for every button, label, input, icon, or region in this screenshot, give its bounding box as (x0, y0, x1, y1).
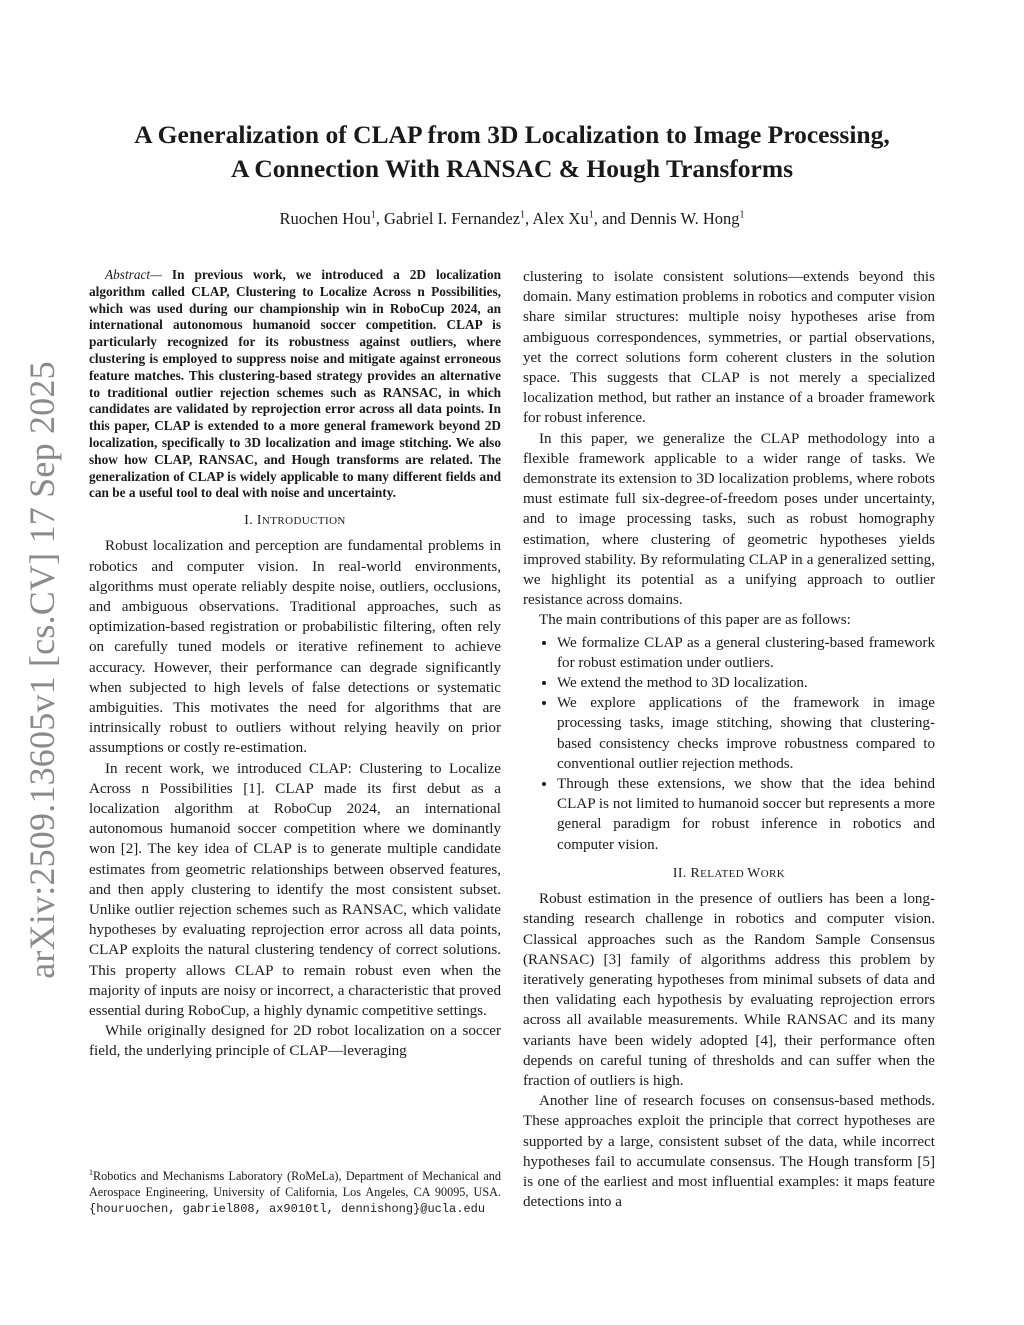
contributions-list (523, 633, 935, 855)
section-title-initial: W (747, 864, 761, 880)
paragraph: clustering to isolate consistent solutions—extends beyond this domain. Many estimation problems in robotics and computer vision share similar structures: multiple noisy hypotheses arise from ambiguous correspondences, symmetries, or partial observations, yet the correct solutions form coherent clusters in the solution space. This suggests that CLAP is not merely a specialized localization method, but rather an instance of a broader framework for robust inference. (523, 269, 935, 427)
paragraph: The main contributions of this paper are as follows: (539, 612, 851, 629)
right-column (523, 267, 935, 1212)
section-number: II. (672, 864, 691, 880)
paragraph: While originally designed for 2D robot localization on a soccer field, the underlying principle of CLAP—leveraging (89, 1023, 501, 1060)
section-title-rest: ELATED (700, 867, 748, 880)
arxiv-identifier (20, 361, 64, 979)
author-1: Ruochen Hou (279, 209, 371, 228)
author-3: Alex Xu (532, 209, 589, 228)
section-heading-related-work (523, 863, 935, 884)
left-column (89, 267, 501, 1062)
author-separator: , (525, 209, 530, 228)
affiliation-mark: 1 (739, 209, 745, 221)
author-2: Gabriel I. Fernandez (383, 209, 521, 228)
section-heading-introduction (89, 510, 501, 531)
author-4: Dennis W. Hong (629, 209, 740, 228)
list-item: • We formalize CLAP as a general clustering-based framework for robust estimation under outliers. (557, 633, 935, 673)
title-line-2: A Connection With RANSAC & Hough Transforms (230, 154, 794, 183)
affiliation-footnote (89, 1165, 501, 1217)
list-item: • We extend the method to 3D localization. (557, 673, 935, 693)
title-line-1: A Generalization of CLAP from 3D Localization to Image Processing, (134, 120, 890, 149)
arxiv-id-text: arXiv:2509.13605v1 [cs.CV] 17 Sep 2025 (22, 361, 62, 979)
footnote-emails: {houruochen, gabriel808, ax9010tl, dennishong}@ucla.edu (89, 1201, 486, 1216)
abstract-label: Abstract (105, 267, 151, 282)
affiliation-mark: 1 (588, 209, 594, 221)
footnote-mark: 1 (89, 1168, 93, 1177)
list-item: • We explore applications of the framework in image processing tasks, image stitching, showing that clustering-based consistency checks improve robustness compared to conventional outlier rejection methods. (557, 693, 935, 774)
paper-title (60, 118, 964, 186)
affiliation-mark: 1 (520, 209, 526, 221)
abstract-dash: — (150, 267, 172, 282)
paragraph: In recent work, we introduced CLAP: Clustering to Localize Across n Possibilities [1]. CLAP made its first debut as a localization algorithm at RoboCup 2024, an international autonomous humanoid soccer competition where we dominantly won [2]. The key idea of CLAP is to generate multiple candidate estimates from geometric relationships between observed features, and then apply clustering to identify the most consistent subset. Unlike outlier rejection schemes such as RANSAC, which validate hypotheses by evaluating reprojection error across all data points, CLAP exploits the natural clustering tendency of correct solutions. This property allows CLAP to remain robust even when the majority of inputs are noisy or incorrect, a characteristic that proved essential during RoboCup, a highly dynamic competitive settings. (89, 760, 501, 1020)
paragraph: Robust estimation in the presence of outliers has been a long-standing research challenge in robotics and computer vision. Classical approaches such as the Random Sample Consensus (RANSAC) [3] family of algorithms address this problem by iteratively generating hypotheses from minimal subsets of data and then validating each hypothesis by evaluating reprojection errors across all available measurements. While RANSAC and its many variants have been widely adopted [4], their performance often depends on careful tuning of thresholds and can suffer when the fraction of outliers is high. (523, 891, 935, 1089)
paragraph: Robust localization and perception are fundamental problems in robotics and computer vision. In real-world environments, algorithms must operate reliably despite noise, outliers, occlusions, and ambiguous observations. Traditional approaches, such as optimization-based registration or probabilistic filtering, often rely on carefully tuned models or iterative refinement to achieve accuracy. However, their performance can degrade significantly when subjected to high levels of false detections or systematic ambiguities. This motivates the need for algorithms that are intrinsically robust to outliers without relying heavily on prior assumptions or costly re-estimation. (89, 538, 501, 757)
section-title-initial: R (690, 864, 701, 880)
author-conjunction: , and (593, 209, 626, 228)
paragraph: Another line of research focuses on consensus-based methods. These approaches exploit the principle that correct hypotheses are supported by a large, consistent subset of the data, while incorrect hypotheses fail to accumulate consensus. The Hough transform [5] is one of the earliest and most influential examples: it maps feature detections into a (523, 1093, 935, 1211)
footnote-text: Robotics and Mechanisms Laboratory (RoMeLa), Department of Mechanical and Aerospace Engineering, University of California, Los Angeles, CA 90095, USA. (89, 1169, 501, 1199)
section-title-initial: I (256, 512, 262, 528)
author-separator: , (375, 209, 380, 228)
section-title-rest: ORK (760, 867, 786, 880)
affiliation-mark: 1 (370, 209, 376, 221)
abstract (89, 267, 501, 502)
list-item: • Through these extensions, we show that the idea behind CLAP is not limited to humanoid soccer but represents a more general paradigm for robust inference in robotics and computer vision. (557, 774, 935, 855)
abstract-text: In previous work, we introduced a 2D localization algorithm called CLAP, Clustering to Localize Across n Possibilities, which was used during our championship win in RoboCup 2024, an international autonomous humanoid soccer competition. CLAP is particularly recognized for its robustness against outliers, where clustering is employed to suppress noise and mitigate against erroneous feature matches. This clustering-based strategy provides an alternative to traditional outlier rejection schemes such as RANSAC, in which candidates are validated by reprojection error across all data points. In this paper, CLAP is extended to a more general framework beyond 2D localization, specifically to 3D localization and image stitching. We also show how CLAP, RANSAC, and Hough transforms are related. The generalization of CLAP is widely applicable to many different fields and can be a useful tool to deal with noise and uncertainty. (89, 267, 502, 501)
section-number: I. (244, 512, 257, 528)
paragraph: In this paper, we generalize the CLAP methodology into a flexible framework applicable to a wider range of tasks. We demonstrate its extension to 3D localization problems, where robots must estimate full six-degree-of-freedom poses under uncertainty, and to image processing tasks, such as robust homography estimation, where clustering of geometric hypotheses yields improved stability. By reformulating CLAP in a generalized setting, we highlight its potential as a unifying approach to outlier resistance across domains. (523, 430, 935, 609)
section-title-rest: NTRODUCTION (261, 515, 346, 528)
author-list (60, 209, 964, 229)
